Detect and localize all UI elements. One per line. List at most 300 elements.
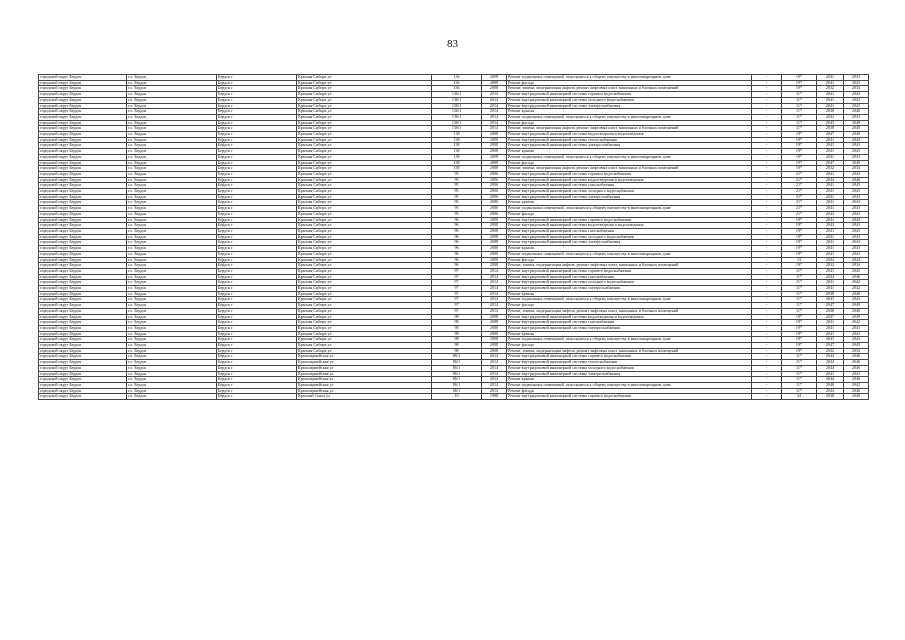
cell-locality: Бердск г	[217, 394, 297, 400]
cell-work-type: Ремонт фасада	[507, 303, 752, 309]
cell-street: Красная Сибирь ул	[297, 337, 432, 343]
cell-locality: Бердск г	[217, 360, 297, 366]
cell-start-year: 2041	[817, 75, 844, 81]
cell-settlement: г.о. Бердск	[127, 257, 217, 263]
cell-year: 2014	[482, 365, 507, 371]
cell-year: 2008	[482, 251, 507, 257]
cell-years-used: 11*	[782, 382, 817, 388]
cell-start-year: 2041	[817, 268, 844, 274]
cell-dash: -	[752, 268, 782, 274]
cell-dash: -	[752, 286, 782, 292]
cell-dash: -	[752, 166, 782, 172]
cell-end-year: 2043	[844, 297, 869, 303]
cell-street: Красноармейская ул	[297, 365, 432, 371]
cell-street: Красная Сибирь ул	[297, 114, 432, 120]
cell-street: Красная Сибирь ул	[297, 263, 432, 269]
cell-street: Красная Сибирь ул	[297, 194, 432, 200]
cell-year: 2014	[482, 297, 507, 303]
cell-municipality: городской округ Бердск	[39, 92, 127, 98]
cell-dash: -	[752, 308, 782, 314]
cell-year: 2008	[482, 320, 507, 326]
cell-dash: -	[752, 303, 782, 309]
cell-end-year: 2042	[844, 268, 869, 274]
cell-years-used: 19*	[782, 166, 817, 172]
cell-municipality: городской округ Бердск	[39, 80, 127, 86]
cell-municipality: городской округ Бердск	[39, 154, 127, 160]
cell-work-type: Ремонт подвальных помещений, относящихся к общему имуществу в многоквартирном доме	[507, 75, 752, 81]
cell-years-used: 19*	[782, 320, 817, 326]
cell-work-type: Ремонт внутридомовой инженерной системы холодного водоснабжения	[507, 280, 752, 286]
cell-street: Красноармейская ул	[297, 388, 432, 394]
cell-municipality: городской округ Бердск	[39, 200, 127, 206]
cell-years-used: 21*	[782, 183, 817, 189]
cell-year: 2008	[482, 80, 507, 86]
cell-municipality: городской округ Бердск	[39, 86, 127, 92]
cell-end-year: 2043	[844, 75, 869, 81]
cell-work-type: Ремонт крыши	[507, 200, 752, 206]
cell-end-year: 2040	[844, 109, 869, 115]
cell-locality: Бердск г	[217, 97, 297, 103]
cell-street: Красная Сибирь ул	[297, 280, 432, 286]
cell-start-year: 2042	[817, 211, 844, 217]
cell-end-year: 2046	[844, 377, 869, 383]
cell-municipality: городской округ Бердск	[39, 171, 127, 177]
cell-settlement: г.о. Бердск	[127, 246, 217, 252]
cell-house-number: 138	[432, 149, 482, 155]
cell-start-year: 2041	[817, 337, 844, 343]
cell-municipality: городской округ Бердск	[39, 211, 127, 217]
cell-street: Красная Сибирь ул	[297, 80, 432, 86]
cell-end-year: 2043	[844, 189, 869, 195]
cell-year: 2014	[482, 388, 507, 394]
cell-work-type: Ремонт фасада	[507, 257, 752, 263]
cell-house-number: 96	[432, 257, 482, 263]
cell-end-year: 2042	[844, 97, 869, 103]
cell-start-year: 2044	[817, 354, 844, 360]
cell-settlement: г.о. Бердск	[127, 228, 217, 234]
cell-municipality: городской округ Бердск	[39, 246, 127, 252]
cell-end-year: 2042	[844, 280, 869, 286]
cell-year: 2008	[482, 149, 507, 155]
cell-house-number: 86/1	[432, 371, 482, 377]
cell-house-number: 96	[432, 251, 482, 257]
cell-work-type: Ремонт подвальных помещений, относящихся к общему имуществу в многоквартирном доме	[507, 251, 752, 257]
cell-house-number: 138	[432, 166, 482, 172]
cell-dash: -	[752, 240, 782, 246]
cell-street: Красная Сибирь ул	[297, 234, 432, 240]
cell-dash: -	[752, 257, 782, 263]
cell-municipality: городской округ Бердск	[39, 388, 127, 394]
cell-year: 2008	[482, 337, 507, 343]
cell-settlement: г.о. Бердск	[127, 388, 217, 394]
cell-locality: Бердск г	[217, 297, 297, 303]
cell-end-year: 2042	[844, 320, 869, 326]
cell-locality: Бердск г	[217, 365, 297, 371]
cell-dash: -	[752, 291, 782, 297]
cell-locality: Бердск г	[217, 263, 297, 269]
cell-house-number: 136/1	[432, 120, 482, 126]
cell-street: Красная Сибирь ул	[297, 75, 432, 81]
cell-house-number: 136/1	[432, 109, 482, 115]
cell-work-type: Ремонт внутридомовой инженерной системы горячего водоснабжения	[507, 354, 752, 360]
cell-years-used: 19*	[782, 234, 817, 240]
cell-municipality: городской округ Бердск	[39, 348, 127, 354]
cell-years-used: 11*	[782, 365, 817, 371]
cell-start-year: 2041	[817, 286, 844, 292]
cell-start-year: 2038	[817, 308, 844, 314]
cell-year: 2006	[482, 211, 507, 217]
cell-locality: Бердск г	[217, 337, 297, 343]
cell-start-year: 2041	[817, 183, 844, 189]
cell-end-year: 2043	[844, 149, 869, 155]
cell-end-year: 2043	[844, 194, 869, 200]
cell-locality: Бердск г	[217, 223, 297, 229]
table-body	[39, 75, 869, 400]
cell-street: Красная Сибирь ул	[297, 320, 432, 326]
cell-years-used: 19*	[782, 143, 817, 149]
cell-start-year: 2041	[817, 137, 844, 143]
cell-settlement: г.о. Бердск	[127, 217, 217, 223]
cell-locality: Бердск г	[217, 234, 297, 240]
cell-years-used: 21*	[782, 194, 817, 200]
cell-end-year: 2043	[844, 217, 869, 223]
cell-work-type: Ремонт подвальных помещений, относящихся к общему имуществу в многоквартирном доме	[507, 382, 752, 388]
cell-settlement: г.о. Бердск	[127, 206, 217, 212]
cell-locality: Бердск г	[217, 114, 297, 120]
cell-work-type: Ремонт фасада	[507, 160, 752, 166]
cell-start-year: 2040	[817, 382, 844, 388]
cell-house-number: 10	[432, 394, 482, 400]
cell-house-number: 136/1	[432, 114, 482, 120]
cell-end-year: 2042	[844, 286, 869, 292]
cell-settlement: г.о. Бердск	[127, 171, 217, 177]
cell-start-year: 2038	[817, 394, 844, 400]
cell-settlement: г.о. Бердск	[127, 103, 217, 109]
cell-municipality: городской округ Бердск	[39, 120, 127, 126]
cell-municipality: городской округ Бердск	[39, 371, 127, 377]
cell-dash: -	[752, 97, 782, 103]
cell-start-year: 2042	[817, 114, 844, 120]
cell-street: Красная Сибирь ул	[297, 92, 432, 98]
cell-end-year: 2043	[844, 240, 869, 246]
cell-locality: Бердск г	[217, 206, 297, 212]
cell-year: 2014	[482, 274, 507, 280]
cell-settlement: г.о. Бердск	[127, 308, 217, 314]
cell-settlement: г.о. Бердск	[127, 114, 217, 120]
cell-street: Красноармейская ул	[297, 382, 432, 388]
cell-work-type: Ремонт фасада	[507, 343, 752, 349]
cell-locality: Бердск г	[217, 126, 297, 132]
cell-years-used: 11*	[782, 388, 817, 394]
cell-start-year: 2044	[817, 274, 844, 280]
cell-years-used: 19*	[782, 331, 817, 337]
cell-years-used: 19*	[782, 325, 817, 331]
cell-start-year: 2041	[817, 217, 844, 223]
cell-dash: -	[752, 223, 782, 229]
cell-locality: Бердск г	[217, 348, 297, 354]
cell-street: Красная Сибирь ул	[297, 183, 432, 189]
cell-house-number: 97	[432, 274, 482, 280]
cell-end-year: 2040	[844, 291, 869, 297]
cell-years-used: 19*	[782, 348, 817, 354]
cell-year: 2006	[482, 177, 507, 183]
cell-years-used: 19*	[782, 86, 817, 92]
cell-work-type: Ремонт подвальных помещений, относящихся к общему имуществу в многоквартирном доме	[507, 154, 752, 160]
cell-municipality: городской округ Бердск	[39, 109, 127, 115]
cell-work-type: Ремонт фасада	[507, 120, 752, 126]
cell-start-year: 2041	[817, 297, 844, 303]
cell-locality: Бердск г	[217, 80, 297, 86]
cell-locality: Бердск г	[217, 171, 297, 177]
cell-work-type: Ремонт внутридомовой инженерной системы горячего водоснабжения	[507, 394, 752, 400]
cell-street: Красноармейская ул	[297, 354, 432, 360]
cell-year: 2008	[482, 137, 507, 143]
cell-start-year: 2038	[817, 291, 844, 297]
cell-end-year: 2043	[844, 103, 869, 109]
cell-settlement: г.о. Бердск	[127, 166, 217, 172]
cell-work-type: Ремонт крыши	[507, 291, 752, 297]
cell-dash: -	[752, 194, 782, 200]
cell-dash: -	[752, 371, 782, 377]
cell-start-year: 2047	[817, 303, 844, 309]
cell-end-year: 2043	[844, 331, 869, 337]
cell-years-used: 19*	[782, 223, 817, 229]
cell-settlement: г.о. Бердск	[127, 109, 217, 115]
cell-settlement: г.о. Бердск	[127, 86, 217, 92]
cell-start-year: 2041	[817, 97, 844, 103]
cell-years-used: 21*	[782, 189, 817, 195]
cell-years-used: 21*	[782, 171, 817, 177]
cell-start-year: 2047	[817, 132, 844, 138]
cell-dash: -	[752, 92, 782, 98]
cell-street: Красная Сибирь ул	[297, 109, 432, 115]
cell-start-year: 2041	[817, 280, 844, 286]
cell-settlement: г.о. Бердск	[127, 200, 217, 206]
cell-municipality: городской округ Бердск	[39, 337, 127, 343]
cell-street: Красная Сибирь ул	[297, 97, 432, 103]
cell-municipality: городской округ Бердск	[39, 268, 127, 274]
cell-work-type: Ремонт подвальных помещений, относящихся к общему имуществу в многоквартирном доме	[507, 297, 752, 303]
cell-years-used: 11*	[782, 286, 817, 292]
cell-house-number: 136	[432, 86, 482, 92]
cell-street: Красная Сибирь ул	[297, 217, 432, 223]
cell-municipality: городской округ Бердск	[39, 126, 127, 132]
cell-start-year: 2032	[817, 348, 844, 354]
cell-street: Красная Сибирь ул	[297, 325, 432, 331]
cell-end-year: 2043	[844, 206, 869, 212]
cell-street: Красная Сибирь ул	[297, 171, 432, 177]
cell-end-year: 2040	[844, 308, 869, 314]
cell-locality: Бердск г	[217, 251, 297, 257]
cell-house-number: 136/1	[432, 92, 482, 98]
cell-work-type: Ремонт, замена, модернизация лифтов, ремонт лифтовых шахт, машинных и блочных помещений	[507, 166, 752, 172]
cell-dash: -	[752, 149, 782, 155]
cell-dash: -	[752, 103, 782, 109]
cell-house-number: 136/1	[432, 97, 482, 103]
cell-work-type: Ремонт внутридомовой инженерной системы газоснабжения	[507, 228, 752, 234]
cell-year: 2014	[482, 126, 507, 132]
cell-year: 2008	[482, 217, 507, 223]
cell-dash: -	[752, 246, 782, 252]
cell-street: Красная Сибирь ул	[297, 314, 432, 320]
cell-municipality: городской округ Бердск	[39, 97, 127, 103]
cell-municipality: городской округ Бердск	[39, 143, 127, 149]
cell-municipality: городской округ Бердск	[39, 228, 127, 234]
cell-house-number: 86/1	[432, 354, 482, 360]
cell-year: 2008	[482, 240, 507, 246]
cell-locality: Бердск г	[217, 120, 297, 126]
cell-work-type: Ремонт внутридомовой инженерной системы электроснабжения	[507, 194, 752, 200]
cell-locality: Бердск г	[217, 240, 297, 246]
cell-locality: Бердск г	[217, 314, 297, 320]
cell-year: 2014	[482, 382, 507, 388]
cell-dash: -	[752, 382, 782, 388]
cell-work-type: Ремонт внутридомовой инженерной системы электроснабжения	[507, 103, 752, 109]
cell-end-year: 2046	[844, 365, 869, 371]
cell-house-number: 138	[432, 154, 482, 160]
cell-house-number: 96	[432, 228, 482, 234]
cell-house-number: 138	[432, 143, 482, 149]
cell-years-used: 21*	[782, 177, 817, 183]
cell-house-number: 98	[432, 320, 482, 326]
cell-years-used: 11*	[782, 114, 817, 120]
cell-start-year: 2041	[817, 206, 844, 212]
cell-street: Красная Сибирь ул	[297, 143, 432, 149]
cell-end-year: 2043	[844, 154, 869, 160]
cell-house-number: 136/1	[432, 103, 482, 109]
cell-street: Красная Сибирь ул	[297, 223, 432, 229]
cell-street: Красная Сибирь ул	[297, 240, 432, 246]
cell-locality: Бердск г	[217, 331, 297, 337]
cell-municipality: городской округ Бердск	[39, 75, 127, 81]
cell-municipality: городской округ Бердск	[39, 251, 127, 257]
cell-work-type: Ремонт, замена, модернизация лифтов, ремонт лифтовых шахт, машинных и блочных помещений	[507, 308, 752, 314]
cell-locality: Бердск г	[217, 86, 297, 92]
cell-street: Красная Сибирь ул	[297, 103, 432, 109]
cell-years-used: 11*	[782, 120, 817, 126]
cell-locality: Бердск г	[217, 132, 297, 138]
cell-street: Красная Сибирь ул	[297, 297, 432, 303]
cell-settlement: г.о. Бердск	[127, 320, 217, 326]
cell-year: 2014	[482, 92, 507, 98]
cell-municipality: городской округ Бердск	[39, 343, 127, 349]
cell-settlement: г.о. Бердск	[127, 286, 217, 292]
cell-years-used: 11*	[782, 377, 817, 383]
cell-locality: Бердск г	[217, 177, 297, 183]
cell-house-number: 86/1	[432, 377, 482, 383]
cell-work-type: Ремонт крыши	[507, 377, 752, 383]
cell-dash: -	[752, 360, 782, 366]
cell-house-number: 97	[432, 303, 482, 309]
cell-end-year: 2043	[844, 200, 869, 206]
cell-municipality: городской округ Бердск	[39, 257, 127, 263]
cell-end-year: 2043	[844, 137, 869, 143]
cell-house-number: 95	[432, 183, 482, 189]
cell-municipality: городской округ Бердск	[39, 360, 127, 366]
cell-year: 2008	[482, 223, 507, 229]
cell-street: Красный Сокол ул	[297, 394, 432, 400]
cell-years-used: 11*	[782, 291, 817, 297]
cell-house-number: 97	[432, 291, 482, 297]
cell-start-year: 2041	[817, 103, 844, 109]
cell-years-used: 34	[782, 394, 817, 400]
cell-street: Красная Сибирь ул	[297, 160, 432, 166]
cell-start-year: 2044	[817, 365, 844, 371]
cell-settlement: г.о. Бердск	[127, 263, 217, 269]
cell-work-type: Ремонт внутридомовой инженерной системы газоснабжения	[507, 183, 752, 189]
cell-municipality: городской округ Бердск	[39, 263, 127, 269]
cell-start-year: 2044	[817, 388, 844, 394]
cell-house-number: 98	[432, 348, 482, 354]
cell-years-used: 11*	[782, 371, 817, 377]
cell-years-used: 19*	[782, 228, 817, 234]
cell-settlement: г.о. Бердск	[127, 240, 217, 246]
cell-work-type: Ремонт внутридомовой инженерной системы водоотведения и водоотведения	[507, 132, 752, 138]
cell-house-number: 97	[432, 286, 482, 292]
cell-years-used: 11*	[782, 274, 817, 280]
cell-end-year: 2043	[844, 114, 869, 120]
cell-settlement: г.о. Бердск	[127, 183, 217, 189]
cell-dash: -	[752, 183, 782, 189]
cell-locality: Бердск г	[217, 137, 297, 143]
cell-house-number: 86/1	[432, 382, 482, 388]
cell-house-number: 98	[432, 314, 482, 320]
cell-years-used: 19*	[782, 132, 817, 138]
cell-locality: Бердск г	[217, 166, 297, 172]
cell-start-year: 2043	[817, 120, 844, 126]
cell-dash: -	[752, 217, 782, 223]
cell-dash: -	[752, 211, 782, 217]
cell-work-type: Ремонт внутридомовой инженерной системы газоснабжения	[507, 320, 752, 326]
cell-municipality: городской округ Бердск	[39, 234, 127, 240]
cell-years-used: 11*	[782, 103, 817, 109]
cell-locality: Бердск г	[217, 228, 297, 234]
cell-years-used: 19*	[782, 240, 817, 246]
cell-work-type: Ремонт фасада	[507, 80, 752, 86]
cell-locality: Бердск г	[217, 320, 297, 326]
cell-dash: -	[752, 348, 782, 354]
cell-start-year: 2044	[817, 377, 844, 383]
cell-work-type: Ремонт внутридомовой инженерной системы горячего водоснабжения	[507, 92, 752, 98]
cell-locality: Бердск г	[217, 388, 297, 394]
cell-street: Красная Сибирь ул	[297, 211, 432, 217]
cell-end-year: 2044	[844, 257, 869, 263]
cell-settlement: г.о. Бердск	[127, 97, 217, 103]
capital-repair-table	[38, 74, 869, 400]
cell-settlement: г.о. Бердск	[127, 291, 217, 297]
cell-years-used: 19*	[782, 337, 817, 343]
cell-street: Красная Сибирь ул	[297, 154, 432, 160]
cell-house-number: 95	[432, 177, 482, 183]
cell-settlement: г.о. Бердск	[127, 297, 217, 303]
cell-end-year: 2043	[844, 143, 869, 149]
cell-settlement: г.о. Бердск	[127, 177, 217, 183]
cell-end-year: 2046	[844, 177, 869, 183]
cell-years-used: 11*	[782, 303, 817, 309]
cell-locality: Бердск г	[217, 268, 297, 274]
cell-year: 2014	[482, 114, 507, 120]
cell-settlement: г.о. Бердск	[127, 137, 217, 143]
cell-year: 2008	[482, 132, 507, 138]
cell-dash: -	[752, 143, 782, 149]
cell-work-type: Ремонт внутридомовой инженерной системы электроснабжения	[507, 286, 752, 292]
cell-street: Красная Сибирь ул	[297, 149, 432, 155]
cell-settlement: г.о. Бердск	[127, 360, 217, 366]
cell-dash: -	[752, 137, 782, 143]
cell-street: Красная Сибирь ул	[297, 303, 432, 309]
cell-end-year: 2034	[844, 166, 869, 172]
cell-house-number: 95	[432, 194, 482, 200]
